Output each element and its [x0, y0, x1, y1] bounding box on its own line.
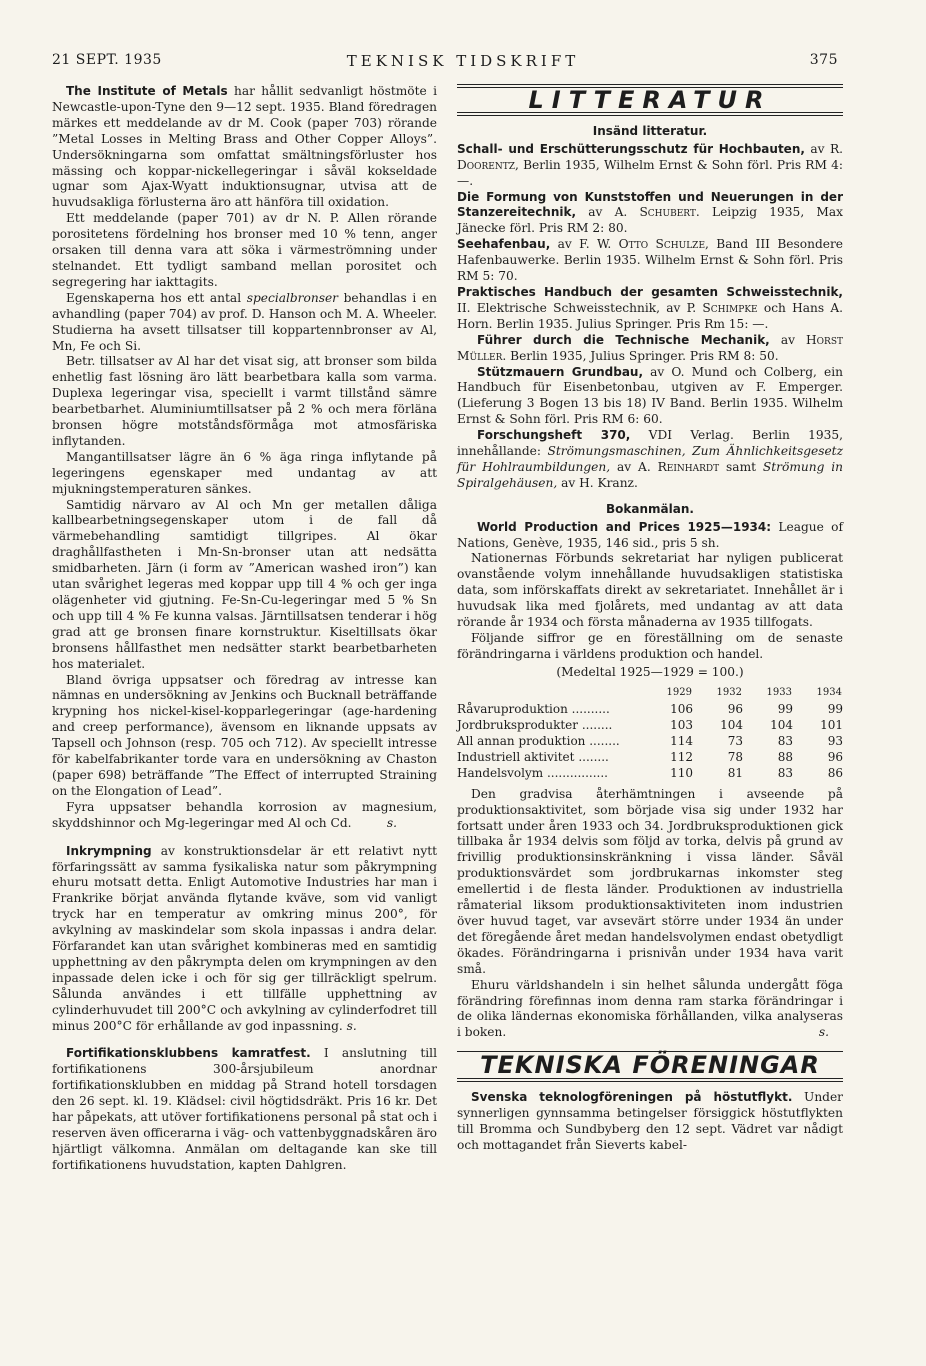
table-year: 1934: [816, 686, 842, 698]
table-year: 1929: [666, 686, 692, 698]
institute-paragraph-4: Betr. tillsatser av Al har det visat sig, att bronser som bilda enhetlig fast lösning äro lätt bearbetbara kalla som varma. Duplexa legeringar visa, speciellt i varmt tillstånd sämre bearbetbarhet. Aluminiumtillsatser på 2 % och mera förläna bronsen högre motståndsförmåga mot atmosfäriska inflytanden.: [52, 354, 437, 448]
table-header-row: [457, 685, 843, 701]
world-paragraph-3: Den gradvisa återhämtningen i avseende på produktionsaktivitet, som började visa sig under 1932 har fortsatt under åren 1933 och 34. Jordbruksproduktionen gick tillbaka år 1934 delvis som följd av torka, delvis på grund av frivillig produktionsinskränkning i vissa länder. Såväl produktionsvärdet som jordbrukarnas inkomster steg emellertid i de flesta länder. Produktionen av industriella råmaterial liksom produktionsaktiviteten inom industrien över huvud taget, var avsevärt större under 1934 än under det föregående året medan handelsvolymen endast obetydligt ökades. Förändringarna i prisnivån under 1934 hava varit små.: [457, 786, 843, 976]
institute-paragraph-6: Samtidig närvaro av Al och Mn ger metallen dåliga kallbearbetningsegenskaper utom i de fall då värmebehandling samtidigt tillgripes. Al ökar draghållfastheten i Mn-Sn-bronser utan att nedsätta smidbarheten. Järn (i form av ”American washed iron”) kan utan svårighet legeras med koppar upp till 4 % och ger inga olägenheter vid gjutning. Fe-Sn-Cu-legeringar med 5 % Sn och upp till 4 % Fe kunna valsas. Järntillsatsen tenderar i hög grad att ge bronsen finare kornstruktur. Kiseltillsats ökar bronsens hållfasthet men nedsätter starkt bearbetbarheten hos materialet.: [52, 497, 437, 671]
svenska-paragraph: Svenska teknologföreningen på höstutflykt. Under synnerligen gynnsamma betingelser försiggick höstutflykten till Bromma och Sundbyberg den 12 sept. Vädret var nådigt och mottagandet från Sieverts kabel-: [457, 1090, 844, 1152]
institute-paragraph-1: The Institute of Metals har hållit sedvanligt höstmöte i Newcastle-upon-Tyne den 9—12 sept. 1935. Bland föredragen märkes ett meddelande av dr M. Cook (paper 703) rörande ”Metal Losses in Melting Brass and Other Copper Alloys”. Undersökningarna som omfattat smältningsförluster hos mässing och koppar-nickellegeringar i såväl kokseldade ugnar som Ajax-Wyatt induktionsugnar, utvisa att de huvudsakliga förlusterna äro att hänföra till oxidation.: [52, 84, 438, 210]
table-year: 1932: [716, 686, 742, 698]
world-paragraph-1: Nationernas Förbunds sekretariat har nyligen publicerat ovanstående volym innehållande huvudsakligen statistiska data, som införskaffats direkt av sekretariatet. Innehållet är i huvudsak lika med fjolårets, med undantag av att data rörande år 1934 och första månaderna av 1935 tillfogats.: [457, 551, 843, 630]
header-page-number: 375: [809, 52, 838, 68]
book-entry: Seehafenbau, av F. W. Otto Schulze, Band III Besondere Hafenbauwerke. Berlin 1935. Wilhelm Ernst & Sohn förl. Pris RM 5: 70.: [457, 237, 843, 284]
institute-paragraph-5: Mangantillsatser lägre än 6 % äga ringa inflytande på legeringens egenskaper med undantag av att mjukningstemperaturen sänkes.: [52, 449, 437, 496]
fort-title: Fortifikationsklubbens kamratfest.: [66, 1046, 311, 1061]
table-row: Industriell aktivitet ........ 112 78 88 96: [457, 749, 843, 764]
institute-title: The Institute of Metals: [66, 84, 228, 98]
institute-paragraph-3: Egenskaperna hos ett antal specialbronser behandlas i en avhandling (paper 704) av prof. D. Hanson och M. A. Wheeler. Studierna ha avsett tillsatser till koppartennbronser av Al, Mn, Fe och Si.: [52, 290, 437, 353]
table-row: Råvaruproduktion .......... 106 96 99 99: [457, 701, 843, 716]
foreningar-banner: [457, 1051, 843, 1082]
world-entry: World Production and Prices 1925—1934: League of Nations, Genève, 1935, 146 sid., pris 5 sh.: [457, 519, 843, 550]
book-entry: Die Formung von Kunststoffen und Neuerungen in der Stanzereitechnik, av A. Schubert. Leipzig 1935, Max Jänecke förl. Pris RM 2: 80.: [457, 189, 843, 236]
table-year: 1933: [766, 686, 792, 698]
institute-paragraph-7: Bland övriga uppsatser och föredrag av intresse kan nämnas en undersökning av Jenkins och Bucknall beträffande krypning hos nickel-kisel-kopparlegeringar (age-hardening and creep performance), ävensom en liknande uppsats av Tapsell och Johnson (resp. 705 och 712). Av speciellt intresse för kabelfabrikanter torde vara en undersökning av Chaston (paper 698) beträffande ”The Effect of interrupted Straining on the Elongation of Lead”.: [52, 672, 437, 798]
forschungsheft-entry: Forschungsheft 370, VDI Verlag. Berlin 1935, innehållande: Strömungsmaschinen, Zum Ähnlichkeitsgesetz für Hohlraumbildungen, av A. Reinhardt samt Strömung in Spiralgehäusen, av H. Kranz.: [457, 428, 844, 490]
signature: s.: [818, 1025, 829, 1040]
signature: s.: [386, 815, 397, 830]
insand-heading: Insänd litteratur.: [592, 123, 708, 138]
left-column: [52, 84, 437, 1174]
right-column: [457, 84, 843, 1154]
book-entry: Schall- und Erschütterungsschutz für Hochbauten, av R. Doorentz, Berlin 1935, Wilhelm Ernst & Sohn förl. Pris RM 4: —.: [457, 141, 843, 188]
signature: s.: [346, 1018, 357, 1033]
foreningar-heading: TEKNISKA FÖRENINGAR: [480, 1051, 820, 1080]
table-row: Jordbruksprodukter ........ 103 104 104 101: [457, 717, 843, 732]
table-row: All annan produktion ........ 114 73 83 93: [457, 733, 843, 748]
krymp-title: Inkrympning: [66, 843, 152, 858]
production-table: [457, 685, 843, 781]
book-entry: Praktisches Handbuch der gesamten Schweisstechnik, II. Elektrische Schweisstechnik, av P. Schimpke och Hans A. Horn. Berlin 1935. Julius Springer. Pris Rm 15: —.: [457, 284, 844, 331]
book-entry: Führer durch die Technische Mechanik, av Horst Müller. Berlin 1935, Julius Springer. Pris RM 8: 50.: [457, 332, 843, 363]
institute-paragraph-2: Ett meddelande (paper 701) av dr N. P. Allen rörande porositetens fördelning hos bronser med 10 % tenn, anger orsaken till denna vara att söka i värmeströmning under stelnandet. Ett tydligt samband mellan porositet och segregering har iakttagits.: [52, 211, 437, 289]
litteratur-banner: [457, 84, 843, 116]
bokanmalan-heading: Bokanmälan.: [606, 501, 694, 516]
institute-paragraph-8: Fyra uppsatser behandla korrosion av magnesium, skyddshinnor och Mg-legeringar med Al och Cd. s.: [52, 799, 437, 830]
krymp-paragraph: Inkrympning av konstruktionsdelar är ett relativt nytt förfaringssätt av samma fysikaliska natur som påkrympning ehuru motsatt detta. Enligt Automotive Industries har man i Frankrike börjat använda flytande kväve, som vid vanligt tryck har en temperatur av omkring minus 200°, för avkylning av maskindelar som skola inpassas i andra delar. Förfarandet kan utan svårighet kombineras med en samtidig upphettning av den påkrympta delen om krympningen av den inpassade delen icke i och för sig ger tillräckligt spelrum. Sålunda användes i ett tillfälle upphettning av cylinderhuvudet till 200°C och avkylning av cylinderfodret till minus 200°C för erhållande av god inpassning. s.: [52, 843, 437, 1033]
header-date: 21 SEPT. 1935: [52, 52, 162, 68]
svenska-title: Svenska teknologföreningen på höstutflykt.: [471, 1090, 793, 1105]
world-paragraph-4: Ehuru världshandeln i sin helhet sålunda undergått föga förändring förefinnas inom denna ram starka förändringar i de olika ländernas ekonomiska förhållanden, vilka analyseras i boken. s.: [457, 977, 843, 1040]
table-caption: (Medeltal 1925—1929 = 100.): [556, 664, 744, 679]
book-entry: Stützmauern Grundbau, av O. Mund och Colberg, ein Handbuch für Eisenbetonbau, utgiven av F. Emperger. (Lieferung 3 Bogen 13 bis 18) IV Band. Berlin 1935. Wilhelm Ernst & Sohn förl. Pris RM 6: 60.: [457, 364, 844, 427]
world-paragraph-2: Följande siffror ge en föreställning om de senaste förändringarna i världens produktion och handel.: [457, 631, 843, 661]
litteratur-heading: LITTERATUR: [528, 86, 772, 114]
table-row: Handelsvolym ................ 110 81 83 86: [457, 765, 843, 780]
header-journal-title: TEKNISK TIDSKRIFT: [346, 52, 580, 70]
fort-paragraph: Fortifikationsklubbens kamratfest. I anslutning till fortifikationens 300-årsjubileum anordnar fortifikationsklubben en middag på Strand hotell torsdagen den 26 sept. kl. 19. Klädsel: civil högtidsdräkt. Pris 16 kr. Det har påpekats, att utöver fortifikationens personal på stat och i reserven även officerarna i väg- och vattenbyggnadskåren äro hjärtligt välkomna. Anmälan om deltagande kan ske till fortifikationens huvudstation, kapten Dahlgren.: [52, 1046, 437, 1172]
